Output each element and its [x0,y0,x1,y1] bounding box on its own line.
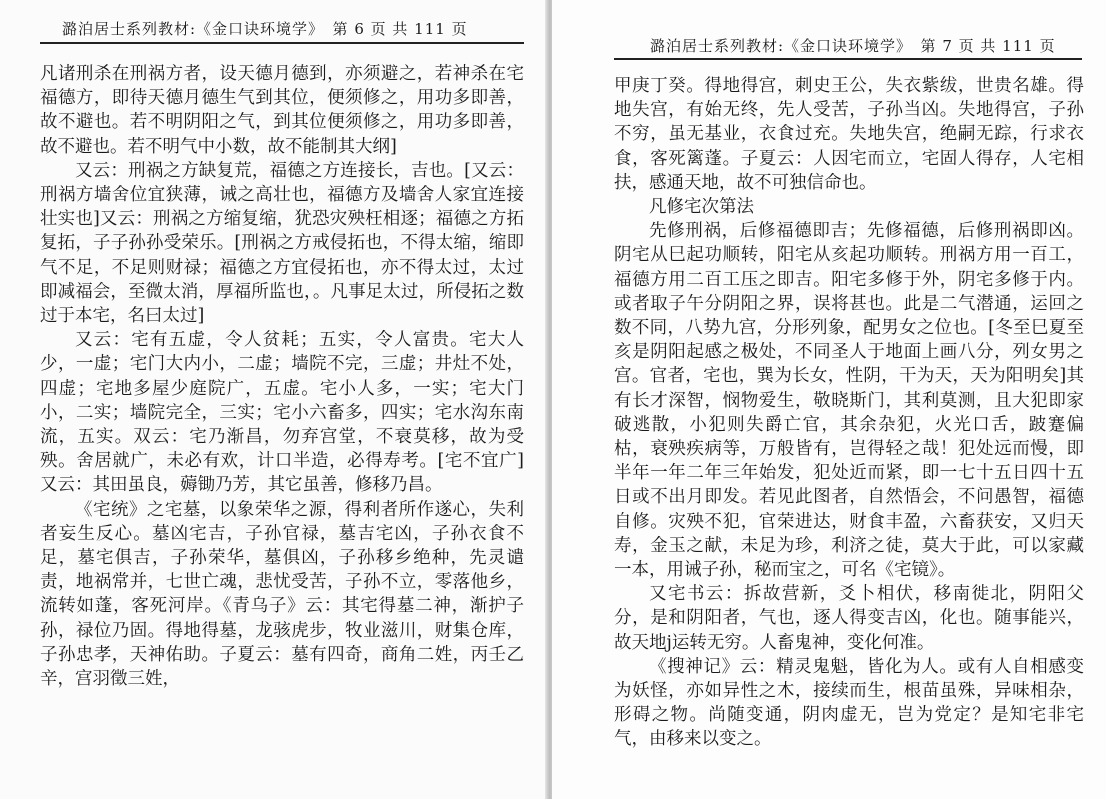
left-page-header: 潞泊居士系列教材:《金口诀环境学》 第 6 页 共 111 页 [62,20,468,38]
left-page-body [40,62,524,691]
left-page [0,0,548,799]
left-paragraph: 《宅统》之宅墓，以象荣华之源，得利者所作遂心，失利者妄生反心。墓凶宅吉，子孙官禄，墓吉宅凶，子孙衣食不足，墓宅俱吉，子孙荣华，墓俱凶，子孙移乡绝种，先灵谴责，地祸常并，七世亡魂，悲忧受苦，子孙不立，零落他乡，流转如蓬，客死河岸。《青乌子》云：其宅得墓二神，渐护子孙，禄位乃固。得地得墓，龙骇虎步，牧业滋川，财集仓库，子孙忠孝，天神佑助。子夏云：墓有四奇，商角二姓，丙壬乙辛，宫羽徵三姓， [40,499,524,690]
right-paragraph: 又宅书云：拆故营新，爻卜相伏，移南徙北，阴阳父分，是和阴阳者，气也，逐人得变吉凶，化也。随事能兴，故天地j运转无穷。人畜鬼神，变化何准。 [614,584,1084,653]
left-paragraph: 凡诸刑杀在刑祸方者，设天德月德到，亦须避之，若神杀在宅福德方，即待天德月德生气到其位，便须修之，用功多即善，故不避也。若不明阴阳之气，到其位便须修之，用功多即善，故不避也。若不明气中小数，故不能制其大纲] [40,64,524,157]
left-paragraph: 又云：宅有五虚，令人贫耗；五实，令人富贵。宅大人少，一虚；宅门大内小，二虚；墙院不完，三虚；井灶不处，四虚；宅地多屋少庭院广，五虚。宅小人多，一实；宅大门小，二实；墙院完全，三实；宅小六畜多，四实；宅水沟东南流，五实。双云：宅乃渐昌，勿弃宫堂，不衰莫移，故为受殃。舍居就广，未必有欢，计口半造，必得寿考。[宅不宜广]又云：其田虽良，薅锄乃芳，其它虽善，修移乃昌。 [40,330,524,496]
right-paragraph: 先修刑祸，后修福德即吉；先修福德，后修刑祸即凶。阴宅从巳起功顺转，阳宅从亥起功顺转。刑祸方用一百工，福德方用二百工压之即吉。阳宅多修于外，阴宅多修于内。或者取子午分阴阳之界，误将甚也。此是二气潜通，运回之数不同，八势九宫，分形列象，配男女之位也。[冬至巳夏至亥是阴阳起感之极处，不同圣人于地面上画八分，列女男之宫。官者，宅也，巽为长女，性阴，干为天，天为阳明矣]其有长才深智，悯物爱生，敬晓斯门，其利莫测，且大犯即家破逃散，小犯则失爵亡官，其余杂犯，火光口舌，跛蹇偏枯，衰殃疾病等，万般皆有，岂得轻之哉！犯处远而慢，即半年一年二年三年始发，犯处近而紧，即一七十五日四十五日或不出月即发。若见此图者，自然悟会，不问愚智，福德自修。灾殃不犯，官荣进达，财食丰盈，六畜获安，又归天寿，金玉之献，未足为珍，利济之徒，莫大于此，可以家藏一本，用诫子孙，秘而宝之，可名《宅镜》。 [614,221,1084,581]
right-paragraph: 《搜神记》云：精灵鬼魁，皆化为人。或有人自相感变为妖怪，亦如异性之木，接续而生，根苗虽殊，异味相杂，形碍之物。尚随变通，阴肉虚无，岂为党定？是知宅非宅气，由移来以变之。 [614,656,1084,750]
right-paragraph: 甲庚丁癸。得地得宫，刺史王公，失衣紫绂，世贵名雄。得地失宫，有始无终，先人受苦，子孙当凶。失地得宫，子孙不穷，虽无基业，衣食过充。失地失宫，绝嗣无踪，行求衣食，客死篱蓬。子夏云：人因宅而立，宅固人得存，人宅相扶，感通天地，故不可独信命也。 [614,76,1084,193]
left-header-rule [40,42,524,44]
right-page-header: 潞泊居士系列教材:《金口诀环境学》 第 7 页 共 111 页 [650,37,1056,55]
right-header-rule [614,58,1082,60]
section-heading: 凡修宅次第法 [649,197,754,218]
right-page-body [614,74,1084,752]
left-paragraph: 又云：刑祸之方缺复荒，福德之方连接长，吉也。[又云：刑祸方墙舍位宜狭薄，诫之高壮也，福德方及墙舍人家宜连接壮实也]又云：刑祸之方缩复缩，犹恐灾殃枉相逐；福德之方拓复拓，子子孙孙受荣乐。[刑祸之方戒侵拓也，不得太缩，缩即气不足，不足则财禄；福德之方宜侵拓也，亦不得太过，太过即减福会，至微太消，厚福所监也，。凡事足太过，所侵拓之数过于本宅，名曰太过] [40,160,524,327]
right-page [552,0,1106,799]
